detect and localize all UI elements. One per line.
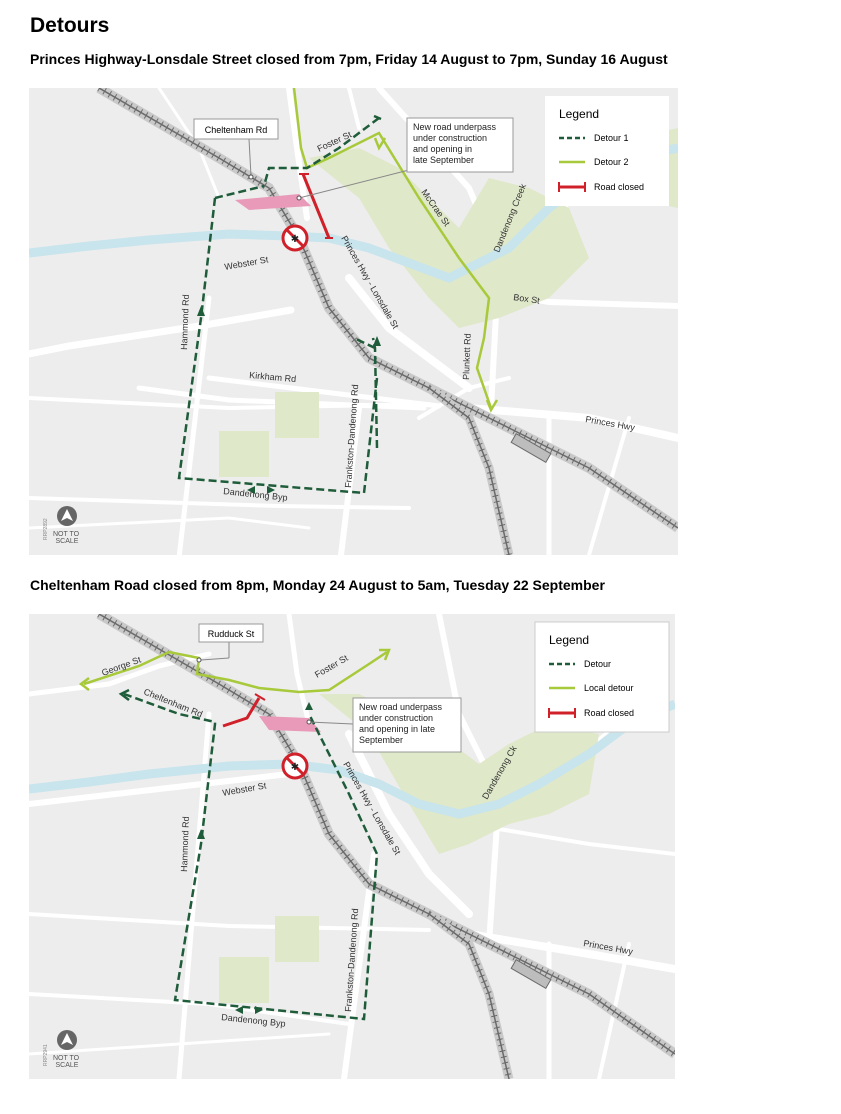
detour-map-1: [29, 88, 678, 555]
map2-legend: [535, 622, 669, 732]
svg-text:New road underpass under: New road underpass under construction and opening in late September: [413, 122, 497, 165]
map1-legend: [545, 96, 669, 206]
label-plunkett-rd: Plunkett Rd: [461, 333, 473, 381]
label-princes-hwy: Princes Hwy: [584, 414, 636, 433]
page-title: Detours: [30, 14, 110, 37]
label-princes-hwy: Princes Hwy: [582, 938, 634, 957]
label-mccrae-st: McCrae St: [419, 187, 452, 228]
map2-heading: Cheltenham Road closed from 8pm, Monday 24 August to 5am, Tuesday 22 September: [30, 577, 605, 593]
label-box-st: Box St: [512, 292, 541, 306]
label-frankston-dandenong-rd: Frankston-Dandenong Rd: [343, 384, 361, 489]
no-entry-icon: [283, 226, 307, 250]
label-george-st: George St: [100, 654, 143, 678]
label-kirkham-rd: Kirkham Rd: [248, 370, 297, 385]
map1-ref: RRP2892: [43, 518, 49, 540]
label-hammond-rd: Hammond Rd: [179, 816, 191, 873]
label-frankston-dandenong-rd: Frankston-Dandenong Rd: [343, 908, 361, 1013]
label-dandenong-byp: Dandenong Byp: [220, 1012, 287, 1029]
label-cheltenham-rd: Cheltenham Rd: [142, 686, 204, 720]
svg-text:NOT TO SCALE: NOT TO SCALE: [52, 1055, 80, 1069]
label-dandenong-creek: Dandenong Creek: [491, 182, 529, 254]
svg-text:✱: ✱: [290, 762, 300, 773]
callout-road-text: Rudduck St: [207, 629, 255, 639]
callout-road-text: Cheltenham Rd: [204, 125, 268, 135]
label-princes-lonsdale: Princes Hwy - Lonsdale St: [341, 760, 403, 857]
callout-underpass: [307, 698, 461, 752]
svg-text:✱: ✱: [290, 234, 300, 245]
legend-item-road-closed: Road closed: [594, 182, 645, 192]
label-foster-st: Foster St: [315, 129, 353, 154]
legend-title: Legend: [549, 633, 590, 647]
label-webster-st: Webster St: [221, 780, 268, 798]
legend-item-road-closed: Road closed: [584, 708, 635, 718]
detour-map-2: [29, 614, 675, 1079]
label-hammond-rd: Hammond Rd: [179, 294, 191, 351]
legend-item-local-detour: Local detour: [584, 683, 634, 693]
legend-item-detour-1: Detour 1: [594, 133, 629, 143]
label-dandenong-ck: Dandenong Ck: [480, 743, 519, 801]
map1-heading: Princes Highway-Lonsdale Street closed from 7pm, Friday 14 August to 7pm, Sunday 16 August: [30, 51, 668, 67]
label-dandenong-byp: Dandenong Byp: [222, 486, 289, 503]
legend-title: Legend: [559, 107, 600, 121]
legend-item-detour: Detour: [584, 659, 612, 669]
legend-item-detour-2: Detour 2: [594, 157, 629, 167]
map2-ref: RRP2941: [43, 1044, 49, 1066]
svg-text:New road underpass under: New road underpass under construction and opening in late September: [359, 702, 443, 745]
label-princes-lonsdale: Princes Hwy - Lonsdale St: [339, 234, 401, 331]
no-entry-icon: [283, 754, 307, 778]
label-webster-st: Webster St: [223, 254, 270, 272]
svg-text:NOT TO SCALE: NOT TO SCALE: [52, 531, 80, 545]
label-foster-st: Foster St: [313, 652, 350, 680]
